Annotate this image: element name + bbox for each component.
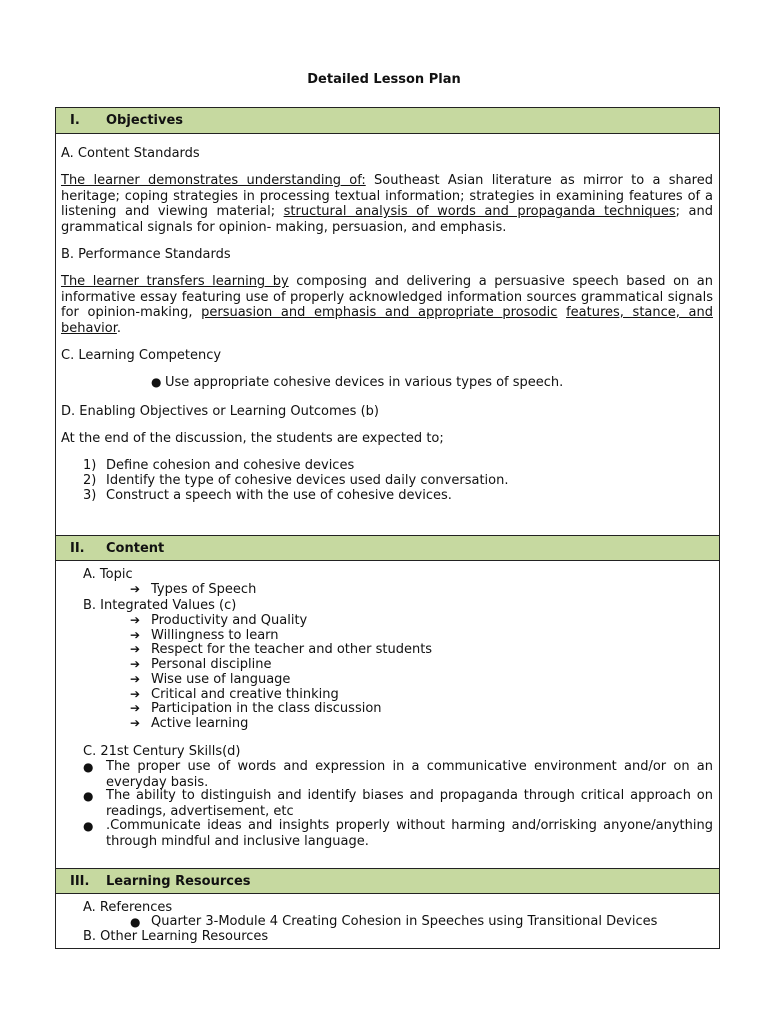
performance-standards-space xyxy=(557,305,566,320)
skill-item: The proper use of words and expression in a communicative environment and/or on an everyday basis. xyxy=(106,759,713,790)
integrated-values-heading: B. Integrated Values (c) xyxy=(83,598,237,613)
section-number: I. xyxy=(70,113,80,128)
objective-item: Construct a speech with the use of cohesive devices. xyxy=(106,488,452,503)
topic-heading: A. Topic xyxy=(83,567,133,582)
right-arrow-icon: ➔ xyxy=(130,582,141,596)
bullet-icon: ● xyxy=(151,375,162,389)
skill-item: The ability to distinguish and identify biases and propaganda through critical approach on readings, advertisement, etc xyxy=(106,788,713,819)
integrated-value-item: Willingness to learn xyxy=(151,627,279,643)
integrated-value-item: Productivity and Quality xyxy=(151,613,308,628)
content-standards-text xyxy=(61,173,713,235)
enabling-objectives-intro: At the end of the discussion, the students are expected to; xyxy=(61,431,444,446)
bullet-icon: ● xyxy=(130,915,141,929)
document-title: Detailed Lesson Plan xyxy=(307,72,461,87)
topic-item: Types of Speech xyxy=(151,582,257,597)
objective-number: 3) xyxy=(83,488,97,503)
references-heading: A. References xyxy=(83,900,173,915)
reference-item: Quarter 3-Module 4 Creating Cohesion in Speeches using Transitional Devices xyxy=(151,914,658,929)
section-header-content xyxy=(56,535,719,561)
integrated-value-item: Participation in the class discussion xyxy=(151,701,382,717)
integrated-value-item: Respect for the teacher and other students xyxy=(151,642,433,658)
integrated-value-item: Critical and creative thinking xyxy=(151,686,339,702)
skill-item: .Communicate ideas and insights properly without harming and/orrisking anyone/anything through mindful and inclusive language. xyxy=(106,818,713,849)
content-standards-underlined: structural analysis of words and propaganda techniques xyxy=(283,204,676,219)
performance-standards-end: . xyxy=(116,320,122,336)
right-arrow-icon: ➔ xyxy=(130,657,141,672)
right-arrow-icon: ➔ xyxy=(130,627,141,642)
objective-number: 1) xyxy=(83,458,97,473)
integrated-value-item: Personal discipline xyxy=(151,657,272,673)
skills-heading: C. 21st Century Skills(d) xyxy=(83,744,241,759)
section-label: Content xyxy=(106,541,165,556)
lesson-plan-table xyxy=(55,107,720,949)
objective-number: 2) xyxy=(83,473,97,488)
bullet-icon: ● xyxy=(83,789,94,803)
right-arrow-icon: ➔ xyxy=(130,642,141,657)
content-standards-body: Southeast Asian literature as mirror to a shared heritage; coping strategies in processing textual information; strategies in examining features of a listening and viewing material; xyxy=(61,173,713,219)
section-label: Objectives xyxy=(106,113,184,128)
content-standards-heading: A. Content Standards xyxy=(61,146,200,161)
section-number: II. xyxy=(70,541,85,556)
right-arrow-icon: ➔ xyxy=(130,686,141,701)
right-arrow-icon: ➔ xyxy=(130,701,141,716)
right-arrow-icon: ➔ xyxy=(130,671,141,686)
performance-standards-underlined-2: features, stance, and behavior xyxy=(61,305,713,336)
section-header-objectives xyxy=(56,108,719,134)
content-standards-lead: The learner demonstrates understanding of: xyxy=(61,173,366,188)
performance-standards-body: composing and delivering a persuasive speech based on an informative essay featuring use of properly acknowledged information sources grammatical signals for opinion-making, xyxy=(61,274,714,320)
learning-competency-heading: C. Learning Competency xyxy=(61,348,222,363)
integrated-value-item: Active learning xyxy=(151,715,249,731)
section-number: III. xyxy=(70,874,90,889)
section-label: Learning Resources xyxy=(106,874,251,889)
enabling-objectives-heading: D. Enabling Objectives or Learning Outcomes (b) xyxy=(61,404,379,419)
section-header-resources xyxy=(56,868,719,894)
performance-standards-lead: The learner transfers learning by xyxy=(61,274,289,289)
right-arrow-icon: ➔ xyxy=(130,613,141,627)
objective-item: Identify the type of cohesive devices used daily conversation. xyxy=(106,473,509,488)
right-arrow-icon: ➔ xyxy=(130,715,141,730)
objective-item: Define cohesion and cohesive devices xyxy=(106,458,355,473)
learning-competency-item: Use appropriate cohesive devices in various types of speech. xyxy=(165,375,564,390)
bullet-icon: ● xyxy=(83,760,94,774)
performance-standards-underlined: persuasion and emphasis and appropriate prosodic xyxy=(201,305,558,320)
integrated-value-item: Wise use of language xyxy=(151,671,291,687)
other-resources-heading: B. Other Learning Resources xyxy=(83,929,269,944)
performance-standards-text xyxy=(61,274,713,336)
bullet-icon: ● xyxy=(83,819,94,833)
performance-standards-heading: B. Performance Standards xyxy=(61,247,231,262)
content-standards-end: ; and grammatical signals for opinion- making, persuasion, and emphasis. xyxy=(61,204,713,235)
